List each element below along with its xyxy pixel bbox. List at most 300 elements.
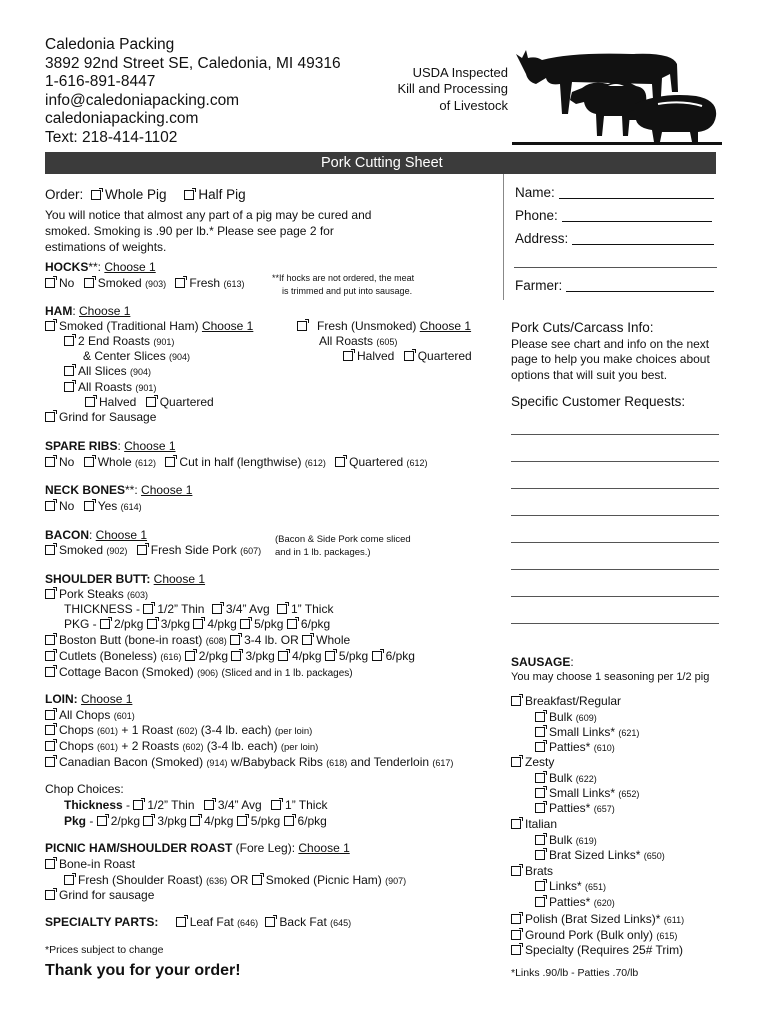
picnic-grind-row (45, 888, 154, 903)
chop-5pkg-checkbox[interactable] (237, 816, 247, 826)
italian-brat-checkbox[interactable] (535, 850, 545, 860)
shoulder-butt-title: SHOULDER BUTT: (45, 572, 151, 586)
boston-whole-label: Whole (316, 633, 351, 647)
cutlets-label: Cutlets (Boneless) (59, 649, 158, 663)
italian-bulk-code: (619) (575, 836, 597, 846)
polish-row (511, 912, 684, 928)
steaks-pkg-label: PKG - (64, 617, 101, 631)
ham-all-roasts-label: All Roasts (78, 380, 133, 394)
cutlets-2pkg-checkbox[interactable] (185, 651, 195, 661)
breakfast-patties-code: (610) (593, 743, 615, 753)
ham-fresh-halved-label: Halved (357, 349, 395, 363)
chops-two-roasts-label: Chops (59, 739, 94, 753)
hocks-choose: Choose 1 (104, 260, 156, 274)
chops-one-roast-checkbox[interactable] (45, 725, 55, 735)
spare-ribs-half-label: Cut in half (lengthwise) (179, 455, 302, 469)
ham-grind-label: Grind for Sausage (59, 410, 157, 424)
leaf-fat-label: Leaf Fat (189, 915, 234, 929)
notice-line-1: You will notice that almost any part of a pig may be cured and (45, 208, 372, 222)
spare-ribs-half-code: (612) (304, 458, 326, 468)
steaks-avg-checkbox[interactable] (212, 604, 222, 614)
steaks-6pkg-checkbox[interactable] (287, 619, 297, 629)
spare-ribs-half-checkbox[interactable] (165, 457, 175, 467)
steaks-half-thin-checkbox[interactable] (143, 604, 153, 614)
ham-fresh-row (297, 319, 471, 334)
picnic-fresh-code: (636) (206, 876, 228, 886)
bacon-heading (45, 528, 147, 543)
spare-ribs-quartered-label: Quartered (349, 455, 404, 469)
chop-thickness-row (64, 798, 327, 813)
italian-checkbox[interactable] (511, 819, 521, 829)
ground-pork-label: Ground Pork (Bulk only) (525, 928, 654, 942)
italian-bulk-checkbox[interactable] (535, 835, 545, 845)
steaks-5pkg-label: 5/pkg (254, 617, 284, 631)
breakfast-bulk-row (535, 710, 597, 726)
brats-links-checkbox[interactable] (535, 881, 545, 891)
cottage-bacon-label: Cottage Bacon (Smoked) (59, 665, 194, 679)
bacon-smoked-checkbox[interactable] (45, 545, 55, 555)
request-line[interactable] (511, 623, 719, 624)
chops-two-roasts-row (45, 739, 318, 755)
ham-choose: Choose 1 (79, 304, 131, 318)
all-chops-row (45, 708, 135, 724)
picnic-grind-checkbox[interactable] (45, 890, 55, 900)
ham-heading (45, 304, 130, 319)
shoulder-steaks-row (45, 587, 148, 603)
steaks-thickness-row (64, 602, 333, 617)
request-line[interactable] (511, 569, 719, 570)
ham-grind-row (45, 410, 156, 425)
cutlets-6pkg-checkbox[interactable] (372, 651, 382, 661)
spare-ribs-options (45, 455, 428, 471)
zesty-links-checkbox[interactable] (535, 788, 545, 798)
bacon-note-1: (Bacon & Side Pork come sliced (275, 534, 411, 545)
italian-bulk-row (535, 833, 597, 849)
ham-fresh-roasts-row (319, 334, 397, 350)
zesty-links-row (535, 786, 639, 802)
zesty-label: Zesty (525, 755, 555, 769)
chop-2pkg-checkbox[interactable] (97, 816, 107, 826)
chop-choices-title: Chop Choices: (45, 782, 124, 796)
ham-all-slices-code: (904) (130, 367, 152, 377)
canadian-bacon-row (45, 755, 453, 771)
zesty-bulk-label: Bulk (549, 771, 573, 785)
hocks-note-1: **If hocks are not ordered, the meat (272, 273, 415, 283)
ham-halved-checkbox[interactable] (85, 397, 95, 407)
ham-halved-label: Halved (99, 395, 137, 409)
company-name: Caledonia Packing (45, 36, 175, 53)
breakfast-bulk-code: (609) (575, 713, 597, 723)
chops-one-roast-row (45, 723, 312, 739)
breakfast-links-checkbox[interactable] (535, 727, 545, 737)
boston-butt-code: (608) (205, 636, 227, 646)
company-phone: 1-616-891-8447 (45, 73, 156, 90)
loin-choose: Choose 1 (81, 692, 133, 706)
steaks-5pkg-checkbox[interactable] (240, 619, 250, 629)
ham-fresh-choose: Choose 1 (419, 319, 472, 333)
ham-grind-checkbox[interactable] (45, 412, 55, 422)
back-fat-checkbox[interactable] (265, 917, 275, 927)
breakfast-links-row (535, 725, 639, 741)
ham-all-roasts-checkbox[interactable] (64, 382, 74, 392)
cottage-bacon-code: (906) (197, 668, 219, 678)
bacon-note-2: and in 1 lb. packages.) (275, 547, 371, 558)
sausage-sep: : (570, 655, 574, 669)
shoulder-butt-heading (45, 572, 205, 587)
brats-links-label: Links* (549, 879, 582, 893)
chops-two-roasts-code: (601) (97, 742, 119, 752)
breakfast-label: Breakfast/Regular (525, 694, 622, 708)
steaks-thick-checkbox[interactable] (277, 604, 287, 614)
steaks-2pkg-checkbox[interactable] (100, 619, 110, 629)
chop-half-thin-label: 1/2” Thin (147, 798, 195, 812)
canadian-bacon-code: (914) (206, 758, 228, 768)
canadian-bacon-label: Canadian Bacon (Smoked) (59, 755, 204, 769)
italian-bulk-label: Bulk (549, 833, 573, 847)
spare-ribs-whole-checkbox[interactable] (84, 457, 94, 467)
company-website: caledoniapacking.com (45, 110, 199, 127)
pork-steaks-checkbox[interactable] (45, 589, 55, 599)
neck-bones-yes-label: Yes (97, 499, 118, 513)
customer-requests-title: Specific Customer Requests: (511, 394, 686, 409)
breakfast-bulk-checkbox[interactable] (535, 712, 545, 722)
neck-bones-yes-code: (614) (120, 502, 142, 512)
chop-6pkg-label: 6/pkg (297, 814, 327, 828)
breakfast-links-code: (621) (618, 728, 640, 738)
request-line[interactable] (511, 515, 719, 516)
spare-ribs-sep: : (117, 439, 125, 453)
bone-in-roast-row (45, 857, 135, 872)
bacon-choose: Choose 1 (95, 528, 148, 542)
neck-bones-heading (45, 483, 192, 498)
polish-label: Polish (Brat Sized Links)* (525, 912, 661, 926)
canadian-bacon-code3: (617) (432, 758, 454, 768)
ham-fresh-cut-row (343, 349, 472, 364)
specialty-title: SPECIALTY PARTS: (45, 915, 159, 929)
breakfast-checkbox[interactable] (511, 696, 521, 706)
steaks-6pkg-label: 6/pkg (300, 617, 331, 631)
cutlets-4pkg-label: 4/pkg (292, 649, 322, 663)
breakfast-patties-checkbox[interactable] (535, 742, 545, 752)
leaf-fat-checkbox[interactable] (176, 917, 186, 927)
picnic-fresh-checkbox[interactable] (64, 875, 74, 885)
sausage-note: You may choose 1 seasoning per 1/2 pig (511, 671, 710, 683)
ham-fresh-label: Fresh (Unsmoked) (317, 319, 417, 333)
picnic-grind-label: Grind for sausage (59, 888, 155, 902)
whole-pig-checkbox[interactable] (91, 190, 101, 200)
spare-ribs-quartered-checkbox[interactable] (335, 457, 345, 467)
cottage-bacon-row (45, 665, 353, 681)
picnic-fresh-label: Fresh (Shoulder Roast) (78, 873, 203, 887)
ham-fresh-checkbox[interactable] (297, 321, 307, 331)
boston-butt-checkbox[interactable] (45, 635, 55, 645)
shoulder-butt-choose: Choose 1 (153, 572, 206, 586)
breakfast-bulk-label: Bulk (549, 710, 573, 724)
ham-smoked-choose: Choose 1 (201, 319, 254, 333)
specialty-row (45, 915, 351, 931)
ham-fresh-halved-checkbox[interactable] (343, 351, 353, 361)
address-field[interactable] (515, 231, 714, 247)
spare-ribs-quartered-code: (612) (406, 458, 428, 468)
canadian-bacon-code2: (618) (326, 758, 348, 768)
hocks-title: HOCKS (45, 260, 89, 274)
specialty-sausage-row (511, 943, 683, 958)
zesty-bulk-code: (622) (575, 774, 597, 784)
back-fat-label: Back Fat (279, 915, 327, 929)
hocks-heading (45, 260, 156, 275)
steaks-4pkg-checkbox[interactable] (193, 619, 203, 629)
zesty-row (511, 755, 554, 770)
brats-patties-code: (620) (593, 898, 615, 908)
spare-ribs-no-label: No (59, 455, 75, 469)
cuts-info-line-3: options that will suit you best. (511, 368, 668, 382)
chops-two-roasts-checkbox[interactable] (45, 741, 55, 751)
request-line[interactable] (511, 461, 719, 462)
ham-all-slices-checkbox[interactable] (64, 366, 74, 376)
cottage-bacon-note: (Sliced and in 1 lb. packages) (221, 668, 353, 679)
request-line[interactable] (511, 488, 719, 489)
chop-3pkg-label: 3/pkg (157, 814, 187, 828)
cutlets-code: (616) (160, 652, 182, 662)
ground-pork-code: (615) (656, 931, 678, 941)
chop-pkg-label: Pkg (64, 814, 87, 828)
title-bar (45, 152, 716, 174)
whole-pig-label: Whole Pig (105, 187, 167, 202)
usda-line-2: Kill and Processing (397, 81, 508, 96)
canadian-bacon-mid: w/Babyback Ribs (230, 755, 323, 769)
brats-patties-checkbox[interactable] (535, 897, 545, 907)
hocks-smoked-checkbox[interactable] (84, 278, 94, 288)
ham-fresh-all-roasts-label: All Roasts (319, 334, 374, 348)
sausage-price-note: *Links .90/lb - Patties .70/lb (511, 967, 639, 979)
chop-5pkg-label: 5/pkg (250, 814, 281, 828)
ham-fresh-quartered-checkbox[interactable] (404, 351, 414, 361)
ham-quartered-checkbox[interactable] (146, 397, 156, 407)
zesty-checkbox[interactable] (511, 757, 521, 767)
chop-3pkg-checkbox[interactable] (143, 816, 153, 826)
zesty-patties-label: Patties* (549, 801, 591, 815)
chop-pkg-dash: - (86, 814, 97, 828)
steaks-avg-label: 3/4” Avg (225, 602, 270, 616)
request-line[interactable] (511, 596, 719, 597)
specialty-sausage-checkbox[interactable] (511, 945, 521, 955)
spare-ribs-no-checkbox[interactable] (45, 457, 55, 467)
boston-butt-label: Boston Butt (bone-in roast) (59, 633, 203, 647)
picnic-choose: Choose 1 (298, 841, 350, 855)
cutlets-3pkg-label: 3/pkg (245, 649, 275, 663)
ham-all-slices-label: All Slices (78, 364, 127, 378)
neck-bones-no-label: No (59, 499, 75, 513)
boston-34-label: 3-4 lb. OR (244, 633, 299, 647)
cutlets-checkbox[interactable] (45, 651, 55, 661)
bacon-options (45, 543, 261, 559)
canadian-bacon-end: and Tenderloin (350, 755, 430, 769)
chop-6pkg-checkbox[interactable] (284, 816, 294, 826)
bone-in-roast-checkbox[interactable] (45, 859, 55, 869)
boston-34-checkbox[interactable] (230, 635, 240, 645)
brats-patties-row (535, 895, 615, 911)
column-divider (503, 174, 504, 300)
zesty-links-label: Small Links* (549, 786, 616, 800)
chop-4pkg-checkbox[interactable] (190, 816, 200, 826)
order-label: Order: (45, 187, 84, 202)
request-line[interactable] (511, 434, 719, 435)
ham-fresh-quartered-label: Quartered (417, 349, 472, 363)
chop-thick-checkbox[interactable] (271, 800, 281, 810)
bacon-fresh-code: (607) (240, 546, 262, 556)
ham-sep: : (72, 304, 79, 318)
cutlets-row (45, 649, 415, 665)
ham-end-roasts-checkbox[interactable] (64, 336, 74, 346)
brats-links-code: (651) (585, 882, 607, 892)
back-fat-code: (645) (330, 918, 352, 928)
hocks-fresh-code: (613) (223, 279, 245, 289)
neck-bones-stars: **: (125, 483, 142, 497)
bone-in-roast-label: Bone-in Roast (59, 857, 136, 871)
chops-one-roast-weight: (3-4 lb. each) (200, 723, 272, 737)
loin-title: LOIN: (45, 692, 78, 706)
bacon-title: BACON (45, 528, 89, 542)
livestock-silhouette-icon (512, 44, 722, 148)
ham-roast-cut-row (85, 395, 214, 410)
breakfast-patties-row (535, 740, 615, 756)
bacon-smoked-code: (902) (106, 546, 128, 556)
cuts-info-title: Pork Cuts/Carcass Info: (511, 320, 654, 335)
hocks-smoked-code: (903) (145, 279, 167, 289)
steaks-3pkg-label: 3/pkg (160, 617, 191, 631)
chops-one-roast-label: Chops (59, 723, 94, 737)
neck-bones-options (45, 499, 142, 515)
chops-two-roasts-code2: (602) (182, 742, 204, 752)
picnic-options-row (64, 873, 406, 889)
brats-checkbox[interactable] (511, 866, 521, 876)
cutlets-2pkg-label: 2/pkg (198, 649, 229, 663)
cuts-info-line-2: page to help you make choices about (511, 352, 710, 366)
steaks-thick-label: 1” Thick (290, 602, 334, 616)
zesty-bulk-checkbox[interactable] (535, 773, 545, 783)
picnic-or: OR (230, 873, 249, 887)
italian-brat-label: Brat Sized Links* (549, 848, 641, 862)
zesty-bulk-row (535, 771, 597, 787)
chop-pkg-row (64, 814, 327, 829)
ham-smoked-row (45, 319, 253, 334)
ham-all-roasts-code: (901) (135, 383, 157, 393)
cutlets-4pkg-checkbox[interactable] (278, 651, 288, 661)
breakfast-row (511, 694, 621, 709)
italian-brat-code: (650) (643, 851, 665, 861)
chops-two-roasts-weight: (3-4 lb. each) (206, 739, 278, 753)
ham-end-roasts-label: 2 End Roasts (78, 334, 151, 348)
hocks-fresh-checkbox[interactable] (175, 278, 185, 288)
request-line[interactable] (511, 542, 719, 543)
bacon-sep: : (89, 528, 96, 542)
brats-patties-label: Patties* (549, 895, 591, 909)
cutlets-5pkg-checkbox[interactable] (325, 651, 335, 661)
cutlets-5pkg-label: 5/pkg (338, 649, 369, 663)
address-label: Address: (515, 231, 569, 246)
ham-end-roasts-code: (901) (153, 337, 175, 347)
chop-thickness-label: Thickness (64, 798, 123, 812)
hocks-note-2: is trimmed and put into sausage. (282, 286, 413, 296)
italian-label: Italian (525, 817, 558, 831)
notice-line-3: estimations of weights. (45, 240, 167, 254)
ham-all-slices-row (64, 364, 151, 380)
pork-steaks-code: (603) (127, 590, 149, 600)
canadian-bacon-checkbox[interactable] (45, 757, 55, 767)
bacon-smoked-label: Smoked (59, 543, 104, 557)
chop-4pkg-label: 4/pkg (204, 814, 234, 828)
pork-steaks-label: Pork Steaks (59, 587, 124, 601)
cutlets-3pkg-checkbox[interactable] (231, 651, 241, 661)
ground-pork-row (511, 928, 677, 944)
steaks-3pkg-checkbox[interactable] (147, 619, 157, 629)
sausage-title: SAUSAGE (511, 655, 571, 669)
neck-bones-choose: Choose 1 (141, 483, 193, 497)
steaks-half-thin-label: 1/2” Thin (157, 602, 205, 616)
ground-pork-checkbox[interactable] (511, 930, 521, 940)
polish-checkbox[interactable] (511, 914, 521, 924)
hocks-smoked-label: Smoked (97, 276, 142, 290)
steaks-2pkg-label: 2/pkg (114, 617, 144, 631)
all-chops-checkbox[interactable] (45, 710, 55, 720)
notice-line-2: smoked. Smoking is .90 per lb.* Please see page 2 for (45, 224, 334, 238)
name-field[interactable] (515, 185, 714, 201)
ham-smoked-label: Smoked (Traditional Ham) (59, 319, 199, 333)
half-pig-checkbox[interactable] (184, 190, 194, 200)
spare-ribs-choose: Choose 1 (124, 439, 176, 453)
cottage-bacon-checkbox[interactable] (45, 667, 55, 677)
breakfast-patties-label: Patties* (549, 740, 591, 754)
boston-whole-checkbox[interactable] (302, 635, 312, 645)
chops-one-roast-per: (per loin) (274, 726, 313, 737)
bacon-fresh-checkbox[interactable] (137, 545, 147, 555)
ham-end-roasts-row (64, 334, 174, 350)
sausage-heading (511, 655, 574, 670)
phone-field[interactable] (515, 208, 712, 224)
chop-thick-label: 1” Thick (285, 798, 328, 812)
chops-two-roasts-per: (per loin) (280, 742, 319, 753)
thank-you: Thank you for your order! (45, 962, 241, 979)
steaks-4pkg-label: 4/pkg (207, 617, 237, 631)
chop-avg-checkbox[interactable] (204, 800, 214, 810)
name-label: Name: (515, 185, 555, 200)
neck-bones-no-checkbox[interactable] (45, 501, 55, 511)
farmer-field[interactable] (515, 278, 714, 294)
hocks-no-checkbox[interactable] (45, 278, 55, 288)
picnic-sub: (Fore Leg): (232, 841, 299, 855)
zesty-links-code: (652) (618, 789, 640, 799)
polish-code: (611) (663, 915, 685, 925)
ham-title: HAM (45, 304, 73, 318)
chop-half-thin-checkbox[interactable] (133, 800, 143, 810)
prices-note: *Prices subject to change (45, 944, 164, 956)
zesty-patties-checkbox[interactable] (535, 803, 545, 813)
neck-bones-yes-checkbox[interactable] (84, 501, 94, 511)
chops-one-roast-code2: (602) (176, 726, 198, 736)
boston-butt-row (45, 633, 350, 649)
usda-line-3: of Livestock (439, 98, 508, 113)
ham-quartered-label: Quartered (159, 395, 214, 409)
all-chops-label: All Chops (59, 708, 111, 722)
address-line-2[interactable] (514, 267, 717, 268)
order-row (45, 187, 246, 203)
steaks-pkg-row (64, 617, 330, 632)
steaks-thickness-label: THICKNESS - (64, 602, 144, 616)
chop-avg-label: 3/4” Avg (217, 798, 262, 812)
ham-smoked-checkbox[interactable] (45, 321, 55, 331)
page-title: Pork Cutting Sheet (321, 155, 443, 171)
picnic-smoked-checkbox[interactable] (252, 875, 262, 885)
